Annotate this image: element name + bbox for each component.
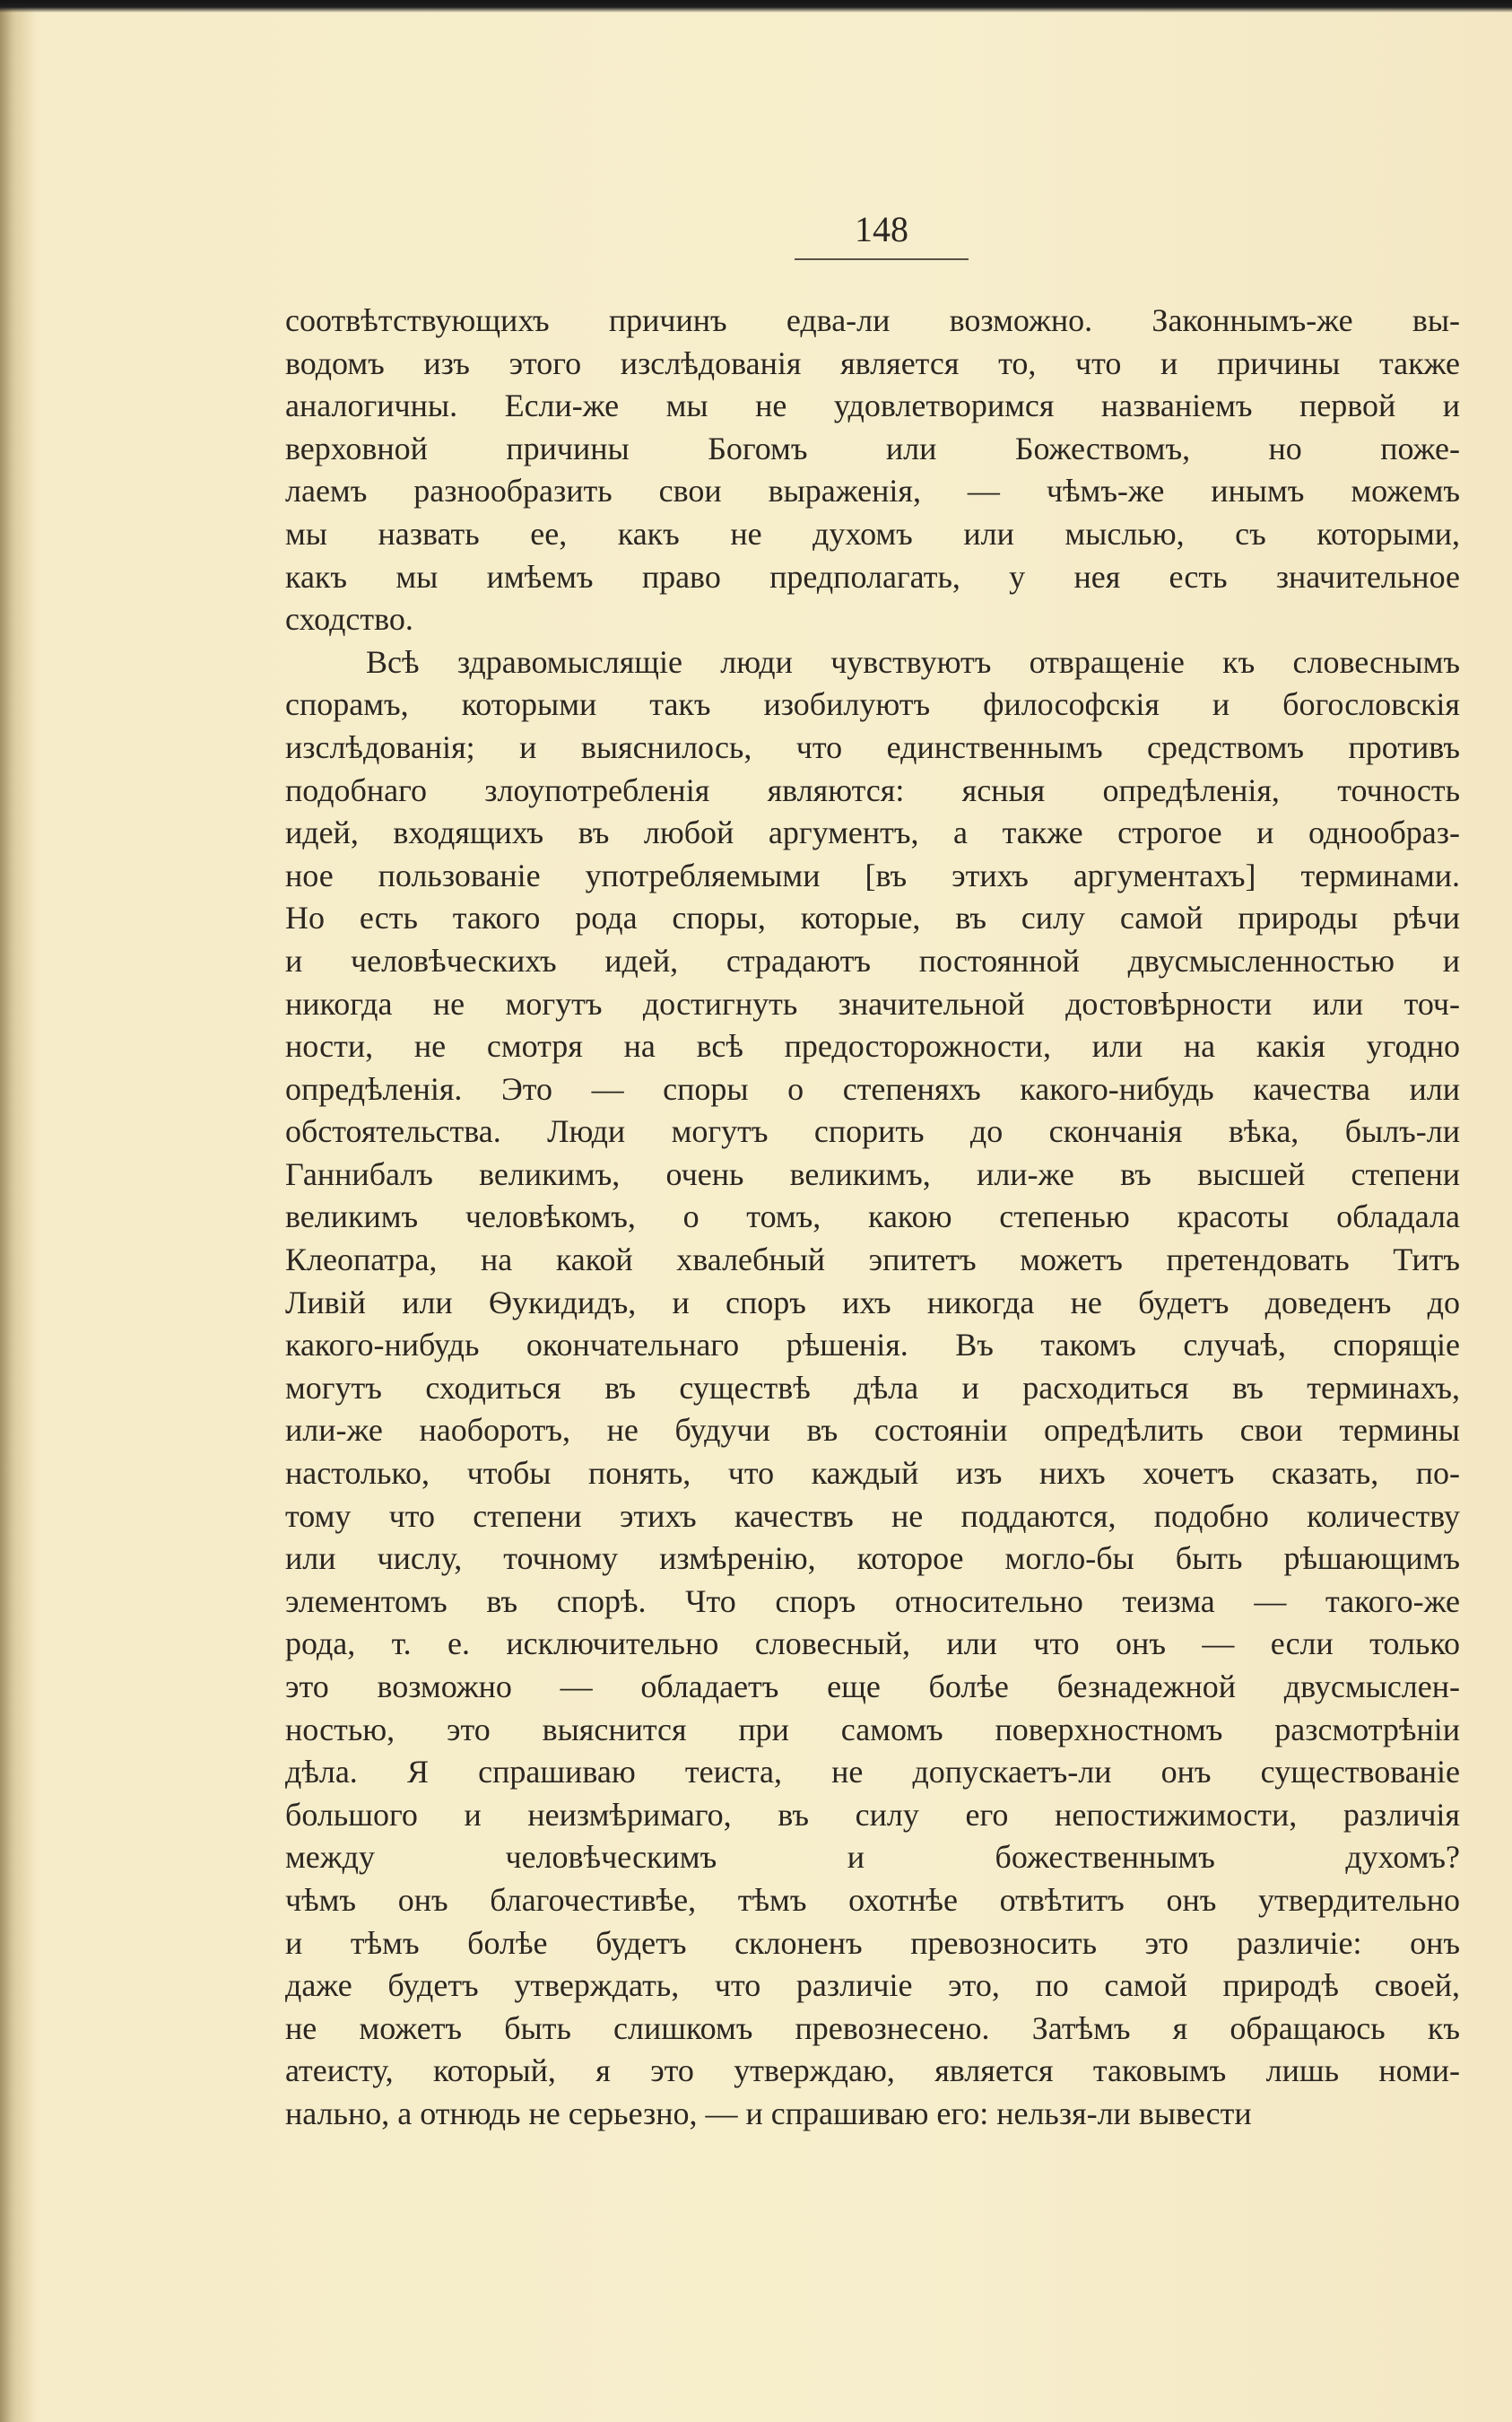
text-line: обстоятельства. Люди могутъ спорить до скончанія вѣка, былъ-ли: [285, 1113, 1460, 1150]
text-line: аналогичны. Если-же мы не удовлетворимся названіемъ первой и: [285, 388, 1460, 424]
text-line: это возможно — обладаетъ еще болѣе безнадежной двусмыслен-: [285, 1668, 1460, 1704]
scan-top-edge: [0, 0, 1512, 13]
text-line: тому что степени этихъ качествъ не поддаются, подобно количеству: [285, 1497, 1460, 1534]
text-line: большого и неизмѣримаго, въ силу его непостижимости, различія: [285, 1796, 1460, 1833]
text-line: ное пользованіе употребляемыми [въ этихъ аргументахъ] терминами.: [285, 857, 1460, 893]
text-line: даже будетъ утверждать, что различіе это, по самой природѣ своей,: [285, 1967, 1460, 2004]
text-line: чѣмъ онъ благочестивѣе, тѣмъ охотнѣе отвѣтитъ онъ утвердительно: [285, 1881, 1460, 1918]
text-line: соотвѣтствующихъ причинъ едва-ли возможно. Законнымъ-же вы-: [285, 302, 1460, 338]
text-line: Всѣ здравомыслящіе люди чувствуютъ отвращеніе къ словеснымъ: [366, 643, 1460, 680]
text-line: настолько, чтобы понять, что каждый изъ нихъ хочетъ сказать, по-: [285, 1455, 1460, 1492]
text-line: ности, не смотря на всѣ предосторожности, или на какія угодно: [285, 1028, 1460, 1065]
text-line: элементомъ въ спорѣ. Что споръ относительно теизма — такого-же: [285, 1582, 1460, 1619]
text-line: не можетъ быть слишкомъ превознесено. Затѣмъ я обращаюсь къ: [285, 2009, 1460, 2046]
text-line: никогда не могутъ достигнуть значительной достовѣрности или точ-: [285, 985, 1460, 1022]
body-text: [285, 300, 1460, 2136]
text-line: между человѣческимъ и божественнымъ духомъ?: [285, 1839, 1460, 1876]
text-line: могутъ сходиться въ существѣ дѣла и расходиться въ терминахъ,: [285, 1369, 1460, 1406]
text-line: сходство.: [285, 601, 413, 638]
text-line: великимъ человѣкомъ, о томъ, какою степенью красоты обладала: [285, 1198, 1460, 1235]
text-line: дѣла. Я спрашиваю теиста, не допускаетъ-ли онъ существованіе: [285, 1754, 1460, 1790]
text-line: водомъ изъ этого изслѣдованія является то, что и причины также: [285, 344, 1460, 381]
text-line: спорамъ, которыми такъ изобилуютъ философскія и богословскія: [285, 686, 1460, 723]
text-line: Ганнибалъ великимъ, очень великимъ, или-же въ высшей степени: [285, 1155, 1460, 1192]
text-line: лаемъ разнообразить свои выраженія, — чѣмъ-же инымъ можемъ: [285, 473, 1460, 510]
text-line: или числу, точному измѣренію, которое могло-бы быть рѣшающимъ: [285, 1540, 1460, 1577]
text-line: какого-нибудь окончательнаго рѣшенія. Въ такомъ случаѣ, спорящіе: [285, 1327, 1460, 1363]
text-line: какъ мы имѣемъ право предполагать, у нея есть значительное: [285, 558, 1460, 595]
text-line: и человѣческихъ идей, страдаютъ постоянной двусмысленностью и: [285, 942, 1460, 979]
text-line: мы назвать ее, какъ не духомъ или мыслью, съ которыми,: [285, 515, 1460, 552]
text-line: и тѣмъ болѣе будетъ склоненъ превозносить это различіе: онъ: [285, 1924, 1460, 1961]
text-line: Клеопатра, на какой хвалебный эпитетъ можетъ претендовать Титъ: [285, 1241, 1460, 1278]
text-line: верховной причины Богомъ или Божествомъ, но поже-: [285, 430, 1460, 466]
binding-shadow: [0, 0, 36, 2422]
page-number-rule: [795, 258, 969, 260]
text-line: Но есть такого рода споры, которые, въ силу самой природы рѣчи: [285, 900, 1460, 937]
text-line: идей, входящихъ въ любой аргументъ, а также строгое и однообраз-: [285, 815, 1460, 851]
page-number: 148: [855, 209, 908, 249]
text-line: рода, т. е. исключительно словесный, или что онъ — если только: [285, 1625, 1460, 1662]
text-line: опредѣленія. Это — споры о степеняхъ какого-нибудь качества или: [285, 1070, 1460, 1107]
text-line: атеисту, который, я это утверждаю, является таковымъ лишь номи-: [285, 2052, 1460, 2089]
text-line: нально, а отнюдь не серьезно, — и спрашиваю его: нельзя-ли вывести: [285, 2095, 1252, 2131]
text-line: ностью, это выяснится при самомъ поверхностномъ разсмотрѣніи: [285, 1711, 1460, 1747]
text-line: изслѣдованія; и выяснилось, что единственнымъ средствомъ противъ: [285, 728, 1460, 765]
text-line: подобнаго злоупотребленія являются: ясныя опредѣленія, точность: [285, 771, 1460, 808]
text-line: Ливій или Ѳукидидъ, и споръ ихъ никогда не будетъ доведенъ до: [285, 1284, 1460, 1320]
text-line: или-же наоборотъ, не будучи въ состояніи опредѣлить свои термины: [285, 1412, 1460, 1449]
